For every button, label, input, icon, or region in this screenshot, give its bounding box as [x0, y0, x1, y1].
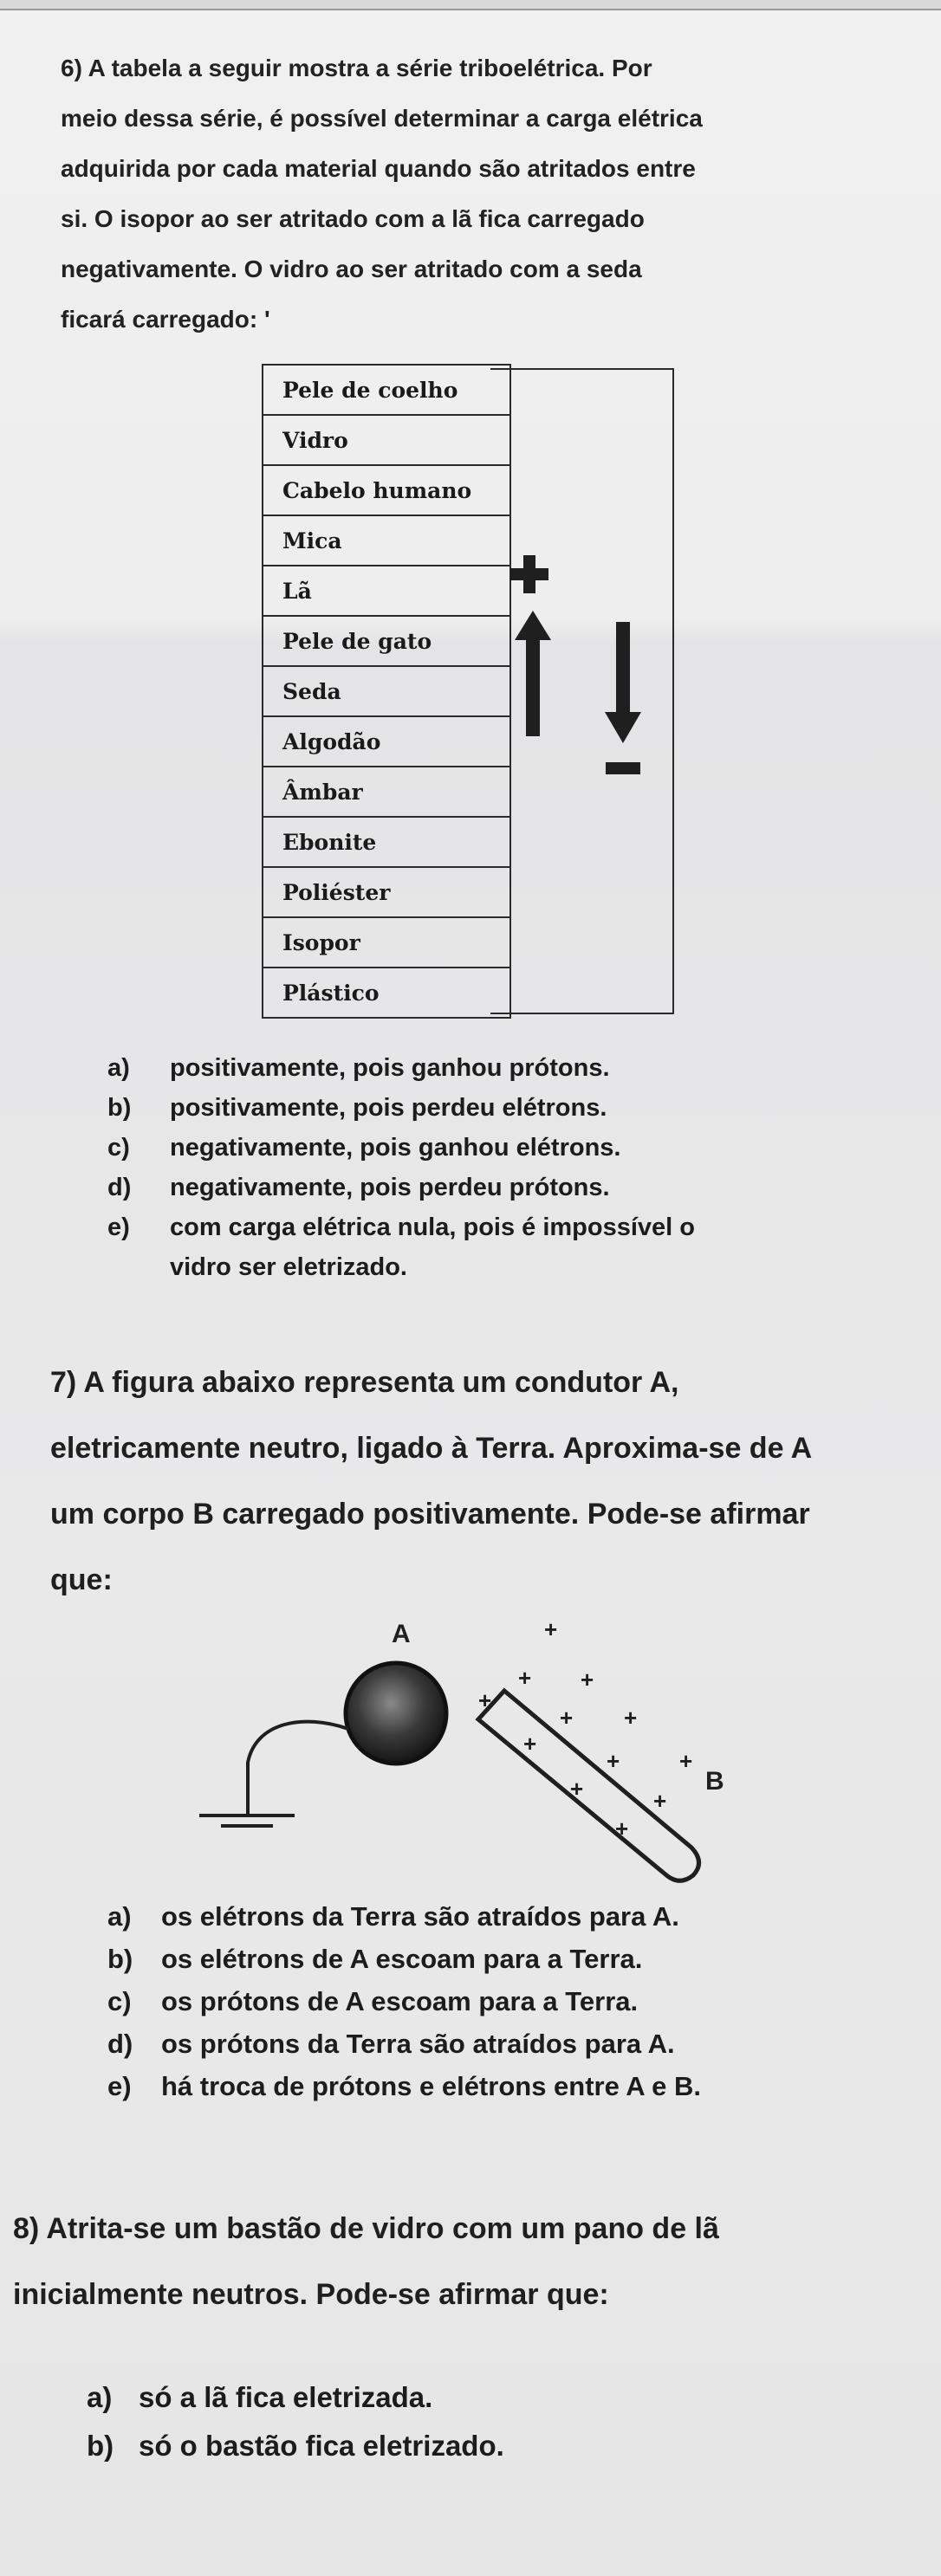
plus-charge: +: [679, 1748, 693, 1774]
plus-charge: +: [560, 1705, 574, 1731]
question-6-line: 6) A tabela a seguir mostra a série triboelétrica. Por: [61, 55, 652, 81]
option-text: com carga elétrica nula, pois é impossível o: [170, 1214, 696, 1241]
material-cell: Plástico: [263, 968, 510, 1018]
conductor-figure: [173, 1611, 737, 1897]
material-cell: Algodão: [263, 716, 510, 767]
plus-charge: +: [581, 1667, 594, 1693]
option-text: só a lã fica eletrizada.: [139, 2381, 433, 2413]
option-a[interactable]: [107, 1048, 695, 1088]
option-letter: [107, 1247, 170, 1287]
material-cell: Seda: [263, 666, 510, 716]
plus-charge: +: [624, 1705, 638, 1731]
material-cell: Mica: [263, 515, 510, 566]
option-text: positivamente, pois ganhou prótons.: [170, 1054, 610, 1082]
option-text: vidro ser eletrizado.: [170, 1253, 407, 1281]
question-8-line: 8) Atrita-se um bastão de vidro com um pano de lã: [13, 2212, 719, 2245]
question-6-line: meio dessa série, é possível determinar a carga elétrica: [61, 105, 703, 132]
option-a[interactable]: [107, 1895, 701, 1938]
question-7-line: eletricamente neutro, ligado à Terra. Aproxima-se de A: [50, 1432, 813, 1465]
option-e[interactable]: [107, 1207, 695, 1247]
material-cell: Isopor: [263, 917, 510, 968]
option-letter: b): [87, 2430, 114, 2462]
option-e-continuation: [107, 1247, 695, 1287]
material-cell: Ebonite: [263, 817, 510, 867]
ground-wire: [248, 1722, 348, 1815]
option-text: negativamente, pois ganhou elétrons.: [170, 1134, 621, 1162]
question-6-line: si. O isopor ao ser atritado com a lã fica carregado: [61, 205, 645, 232]
question-8-text: [13, 2196, 888, 2327]
option-c[interactable]: [107, 1128, 695, 1168]
question-6-options: [107, 1048, 695, 1287]
option-b[interactable]: [87, 2422, 504, 2470]
option-letter: e): [107, 1214, 130, 1241]
conductor-a-sphere: [346, 1663, 446, 1764]
option-text: negativamente, pois perdeu prótons.: [170, 1174, 610, 1201]
question-7-line: 7) A figura abaixo representa um condutor A,: [50, 1366, 679, 1399]
option-text: os prótons da Terra são atraídos para A.: [161, 2029, 675, 2059]
material-cell: Pele de coelho: [263, 365, 510, 415]
question-6-line: ficará carregado: ': [61, 306, 270, 333]
material-cell: Âmbar: [263, 767, 510, 817]
option-letter: c): [107, 1134, 130, 1162]
question-8-line: inicialmente neutros. Pode-se afirmar que:: [13, 2278, 609, 2311]
option-text: só o bastão fica eletrizado.: [139, 2430, 504, 2462]
option-letter: b): [107, 1094, 132, 1122]
question-7-line: um corpo B carregado positivamente. Pode-se afirmar: [50, 1498, 810, 1531]
arrow-up-icon: [513, 611, 553, 736]
triboelectric-table: [262, 364, 511, 1019]
plus-charge: +: [570, 1776, 584, 1802]
plus-charge: +: [615, 1815, 629, 1841]
option-letter: a): [87, 2381, 113, 2413]
plus-charge: +: [523, 1731, 537, 1757]
plus-charge: +: [478, 1687, 492, 1713]
material-cell: Pele de gato: [263, 616, 510, 666]
question-7-text: [50, 1349, 925, 1613]
question-7-line: que:: [50, 1563, 113, 1596]
question-8-options: [87, 2373, 504, 2470]
option-letter: e): [107, 2071, 132, 2101]
option-d[interactable]: [107, 2023, 701, 2065]
option-letter: a): [107, 1901, 132, 1932]
material-cell: Lã: [263, 566, 510, 616]
plus-charge: +: [607, 1748, 620, 1774]
option-text: os elétrons da Terra são atraídos para A.: [161, 1901, 679, 1932]
option-letter: c): [107, 1986, 132, 2016]
option-text: positivamente, pois perdeu elétrons.: [170, 1094, 607, 1122]
option-letter: d): [107, 1174, 132, 1201]
conductor-diagram: [173, 1611, 737, 1897]
label-b: B: [705, 1767, 724, 1796]
option-text: os elétrons de A escoam para a Terra.: [161, 1944, 643, 1974]
material-cell: Poliéster: [263, 867, 510, 917]
question-6-text: [61, 43, 892, 345]
body-b-plate: [478, 1691, 699, 1880]
label-a: A: [392, 1620, 411, 1648]
option-text: os prótons de A escoam para a Terra.: [161, 1986, 639, 2016]
arrow-down-icon: [603, 622, 643, 743]
material-cell: Vidro: [263, 415, 510, 465]
page-top-edge: [0, 0, 941, 10]
plus-charge: +: [653, 1788, 667, 1814]
plus-charge: +: [518, 1665, 532, 1691]
question-6-line: negativamente. O vidro ao ser atritado com a seda: [61, 256, 642, 282]
option-e[interactable]: [107, 2065, 701, 2107]
option-b[interactable]: [107, 1088, 695, 1128]
option-d[interactable]: [107, 1168, 695, 1207]
option-b[interactable]: [107, 1938, 701, 1980]
option-letter: a): [107, 1054, 130, 1082]
question-7-options: [107, 1895, 701, 2107]
material-cell: Cabelo humano: [263, 465, 510, 515]
option-letter: b): [107, 1944, 133, 1974]
plus-charge: +: [544, 1616, 558, 1642]
option-c[interactable]: [107, 1980, 701, 2023]
minus-sign-icon: [606, 762, 640, 774]
option-letter: d): [107, 2029, 133, 2059]
question-6-line: adquirida por cada material quando são atritados entre: [61, 155, 696, 182]
option-text: há troca de prótons e elétrons entre A e B.: [161, 2071, 702, 2101]
plus-sign-icon: [510, 555, 548, 593]
option-a[interactable]: [87, 2373, 504, 2422]
